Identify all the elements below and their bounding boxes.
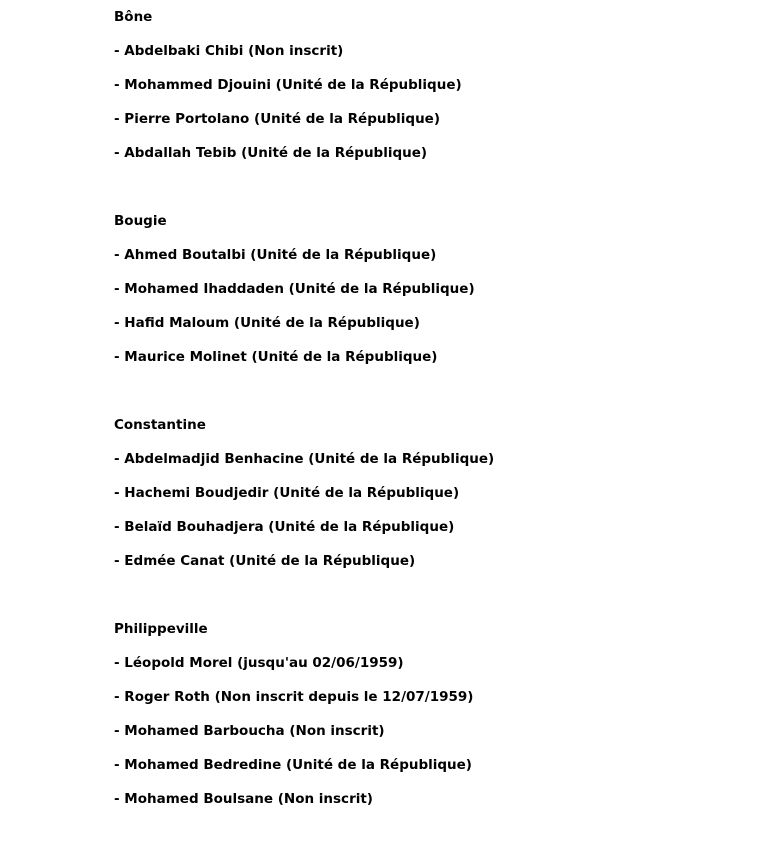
- member-item: - Mohamed Barboucha (Non inscrit): [114, 723, 385, 739]
- section-heading: Constantine: [114, 417, 206, 433]
- section-philippeville: [114, 619, 494, 823]
- member-item: - Abdelbaki Chibi (Non inscrit): [114, 43, 344, 59]
- document-body: [114, 7, 494, 857]
- member-item: - Ahmed Boutalbi (Unité de la République): [114, 247, 437, 263]
- section-heading: Bône: [114, 9, 153, 25]
- section-constantine: [114, 415, 494, 585]
- member-item: - Mohamed Ihaddaden (Unité de la République): [114, 281, 475, 297]
- member-item: - Edmée Canat (Unité de la République): [114, 553, 416, 569]
- section-heading: Bougie: [114, 213, 167, 229]
- member-item: - Belaïd Bouhadjera (Unité de la République): [114, 519, 455, 535]
- section-heading: Philippeville: [114, 621, 208, 637]
- member-item: - Abdallah Tebib (Unité de la République): [114, 145, 428, 161]
- member-item: - Mohammed Djouini (Unité de la République): [114, 77, 462, 93]
- member-item: - Pierre Portolano (Unité de la République): [114, 111, 441, 127]
- section-bougie: [114, 211, 494, 381]
- member-item: - Léopold Morel (jusqu'au 02/06/1959): [114, 655, 404, 671]
- section-bone: [114, 7, 494, 177]
- member-item: - Maurice Molinet (Unité de la République): [114, 349, 438, 365]
- member-item: - Mohamed Boulsane (Non inscrit): [114, 791, 373, 807]
- member-item: - Roger Roth (Non inscrit depuis le 12/07/1959): [114, 689, 474, 705]
- member-item: - Hafid Maloum (Unité de la République): [114, 315, 420, 331]
- member-item: - Abdelmadjid Benhacine (Unité de la République): [114, 451, 495, 467]
- member-item: - Hachemi Boudjedir (Unité de la République): [114, 485, 460, 501]
- member-item: - Mohamed Bedredine (Unité de la République): [114, 757, 472, 773]
